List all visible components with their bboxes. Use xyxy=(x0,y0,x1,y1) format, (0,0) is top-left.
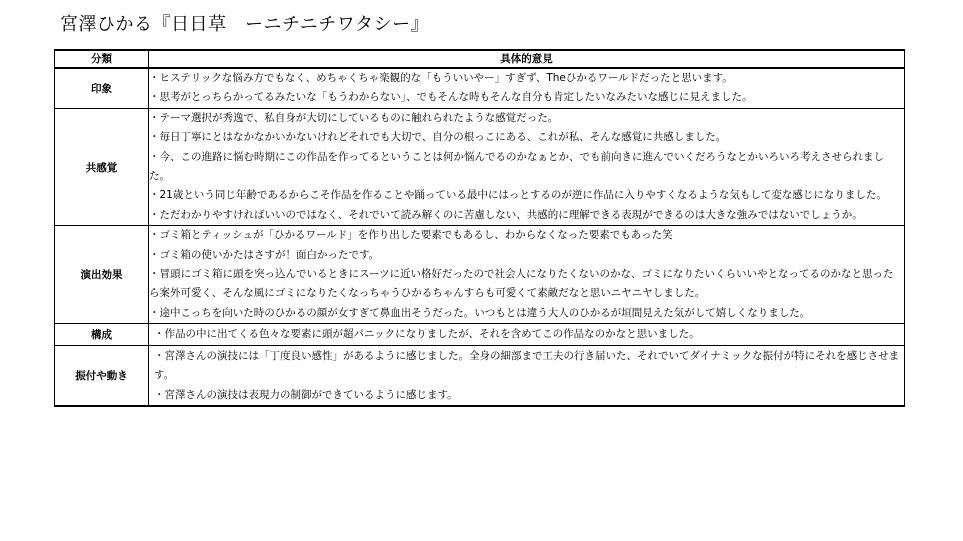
opinion-line: ・ゴミ箱の使いかたはさすが！面白かったです。 xyxy=(149,248,380,261)
header-category: 分類 xyxy=(55,50,149,68)
table-row-structure xyxy=(55,324,905,345)
opinion-line: ・ただわかりやすければいいのではなく、それでいて読み解くのに苦慮しない、共感的に理解できる表現ができるのは大きな強みではないでしょうか。 xyxy=(149,208,863,221)
category-cell: 共感覚 xyxy=(55,108,149,225)
category-cell: 構成 xyxy=(55,324,149,345)
table-row-choreography xyxy=(55,345,905,406)
document-title: 宮澤ひかる『日日草 ーニチニチワタシー』 xyxy=(60,14,430,35)
opinion-line: ・宮澤さんの演技は表現力の制御ができているように感じます。 xyxy=(154,388,458,401)
opinion-line: ・思考がとっちらかってるみたいな「もうわからない」、でもそんな時もそんな自分も肯定したいなみたいな感じに見えました。 xyxy=(149,91,753,104)
opinion-line: ・途中こっちを向いた時のひかるの顔が女すぎて鼻血出そうだった。いつもとは違う大人のひかるが垣間見えた気がして嬉しくなりました。 xyxy=(149,306,811,319)
category-cell: 印象 xyxy=(55,68,149,108)
opinions-cell xyxy=(149,108,905,225)
opinion-line: ・毎日丁寧にとはなかなかいかないけれどそれでも大切で、自分の根っこにある、これが私、そんな感覚に共感しました。 xyxy=(149,131,727,144)
category-cell: 振付や動き xyxy=(55,345,149,406)
opinion-line: ・21歳という同じ年齢であるからこそ作品を作ることや踊っている最中にはっとするのが逆に作品に入りやすくなるような気もして変な感じになりました。 xyxy=(149,189,887,202)
table-row-staging xyxy=(55,226,905,324)
opinion-line: ・宮澤さんの演技には「丁度良い感性」があるように感じました。全身の細部まで工夫の行き届いた、それでいてダイナミックな振付が特にそれを感じさせます。 xyxy=(154,349,900,382)
table-header-row xyxy=(55,50,905,68)
opinion-line: ・今、この進路に悩む時期にこの作品を作ってるということは何か悩んでるのかなぁとか、でも前向きに進んでいくだろうなとかいろいろ考えさせられました。 xyxy=(149,150,884,183)
opinions-cell xyxy=(149,345,905,406)
table-row-impression xyxy=(55,68,905,108)
opinion-line: ・テーマ選択が秀逸で、私自身が大切にしているものに触れられたような感覚だった。 xyxy=(149,111,559,124)
opinion-line: ・作品の中に出てくる色々な要素に頭が超パニックになりましたが、それを含めてこの作品なのかなと思いました。 xyxy=(154,328,700,341)
opinions-cell xyxy=(149,324,905,345)
opinions-cell xyxy=(149,68,905,108)
opinion-line: ・冒頭にゴミ箱に頭を突っ込んでいるときにスーツに近い格好だったので社会人になりたくないのかな、ゴミになりたいくらいいやとなってるのかなと思ったら案外可愛く、そんな風にゴミになりたくなっちゃうひかるちゃんすらも可愛くて素敵だなと思いニヤニヤしました。 xyxy=(149,268,894,300)
table-row-empathy xyxy=(55,108,905,225)
opinion-line: ・ヒステリックな悩み方でもなく、めちゃくちゃ楽観的な「もういいやー」すぎず、Theひかるワールドだったと思います。 xyxy=(149,72,733,84)
opinion-line: ・ゴミ箱とティッシュが「ひかるワールド」を作り出した要素でもあるし、わからなくなった要素でもあった笑 xyxy=(149,229,673,242)
header-opinions: 具体的意見 xyxy=(149,50,905,68)
opinions-cell xyxy=(149,226,905,324)
feedback-table xyxy=(54,49,905,407)
category-cell: 演出効果 xyxy=(55,226,149,324)
